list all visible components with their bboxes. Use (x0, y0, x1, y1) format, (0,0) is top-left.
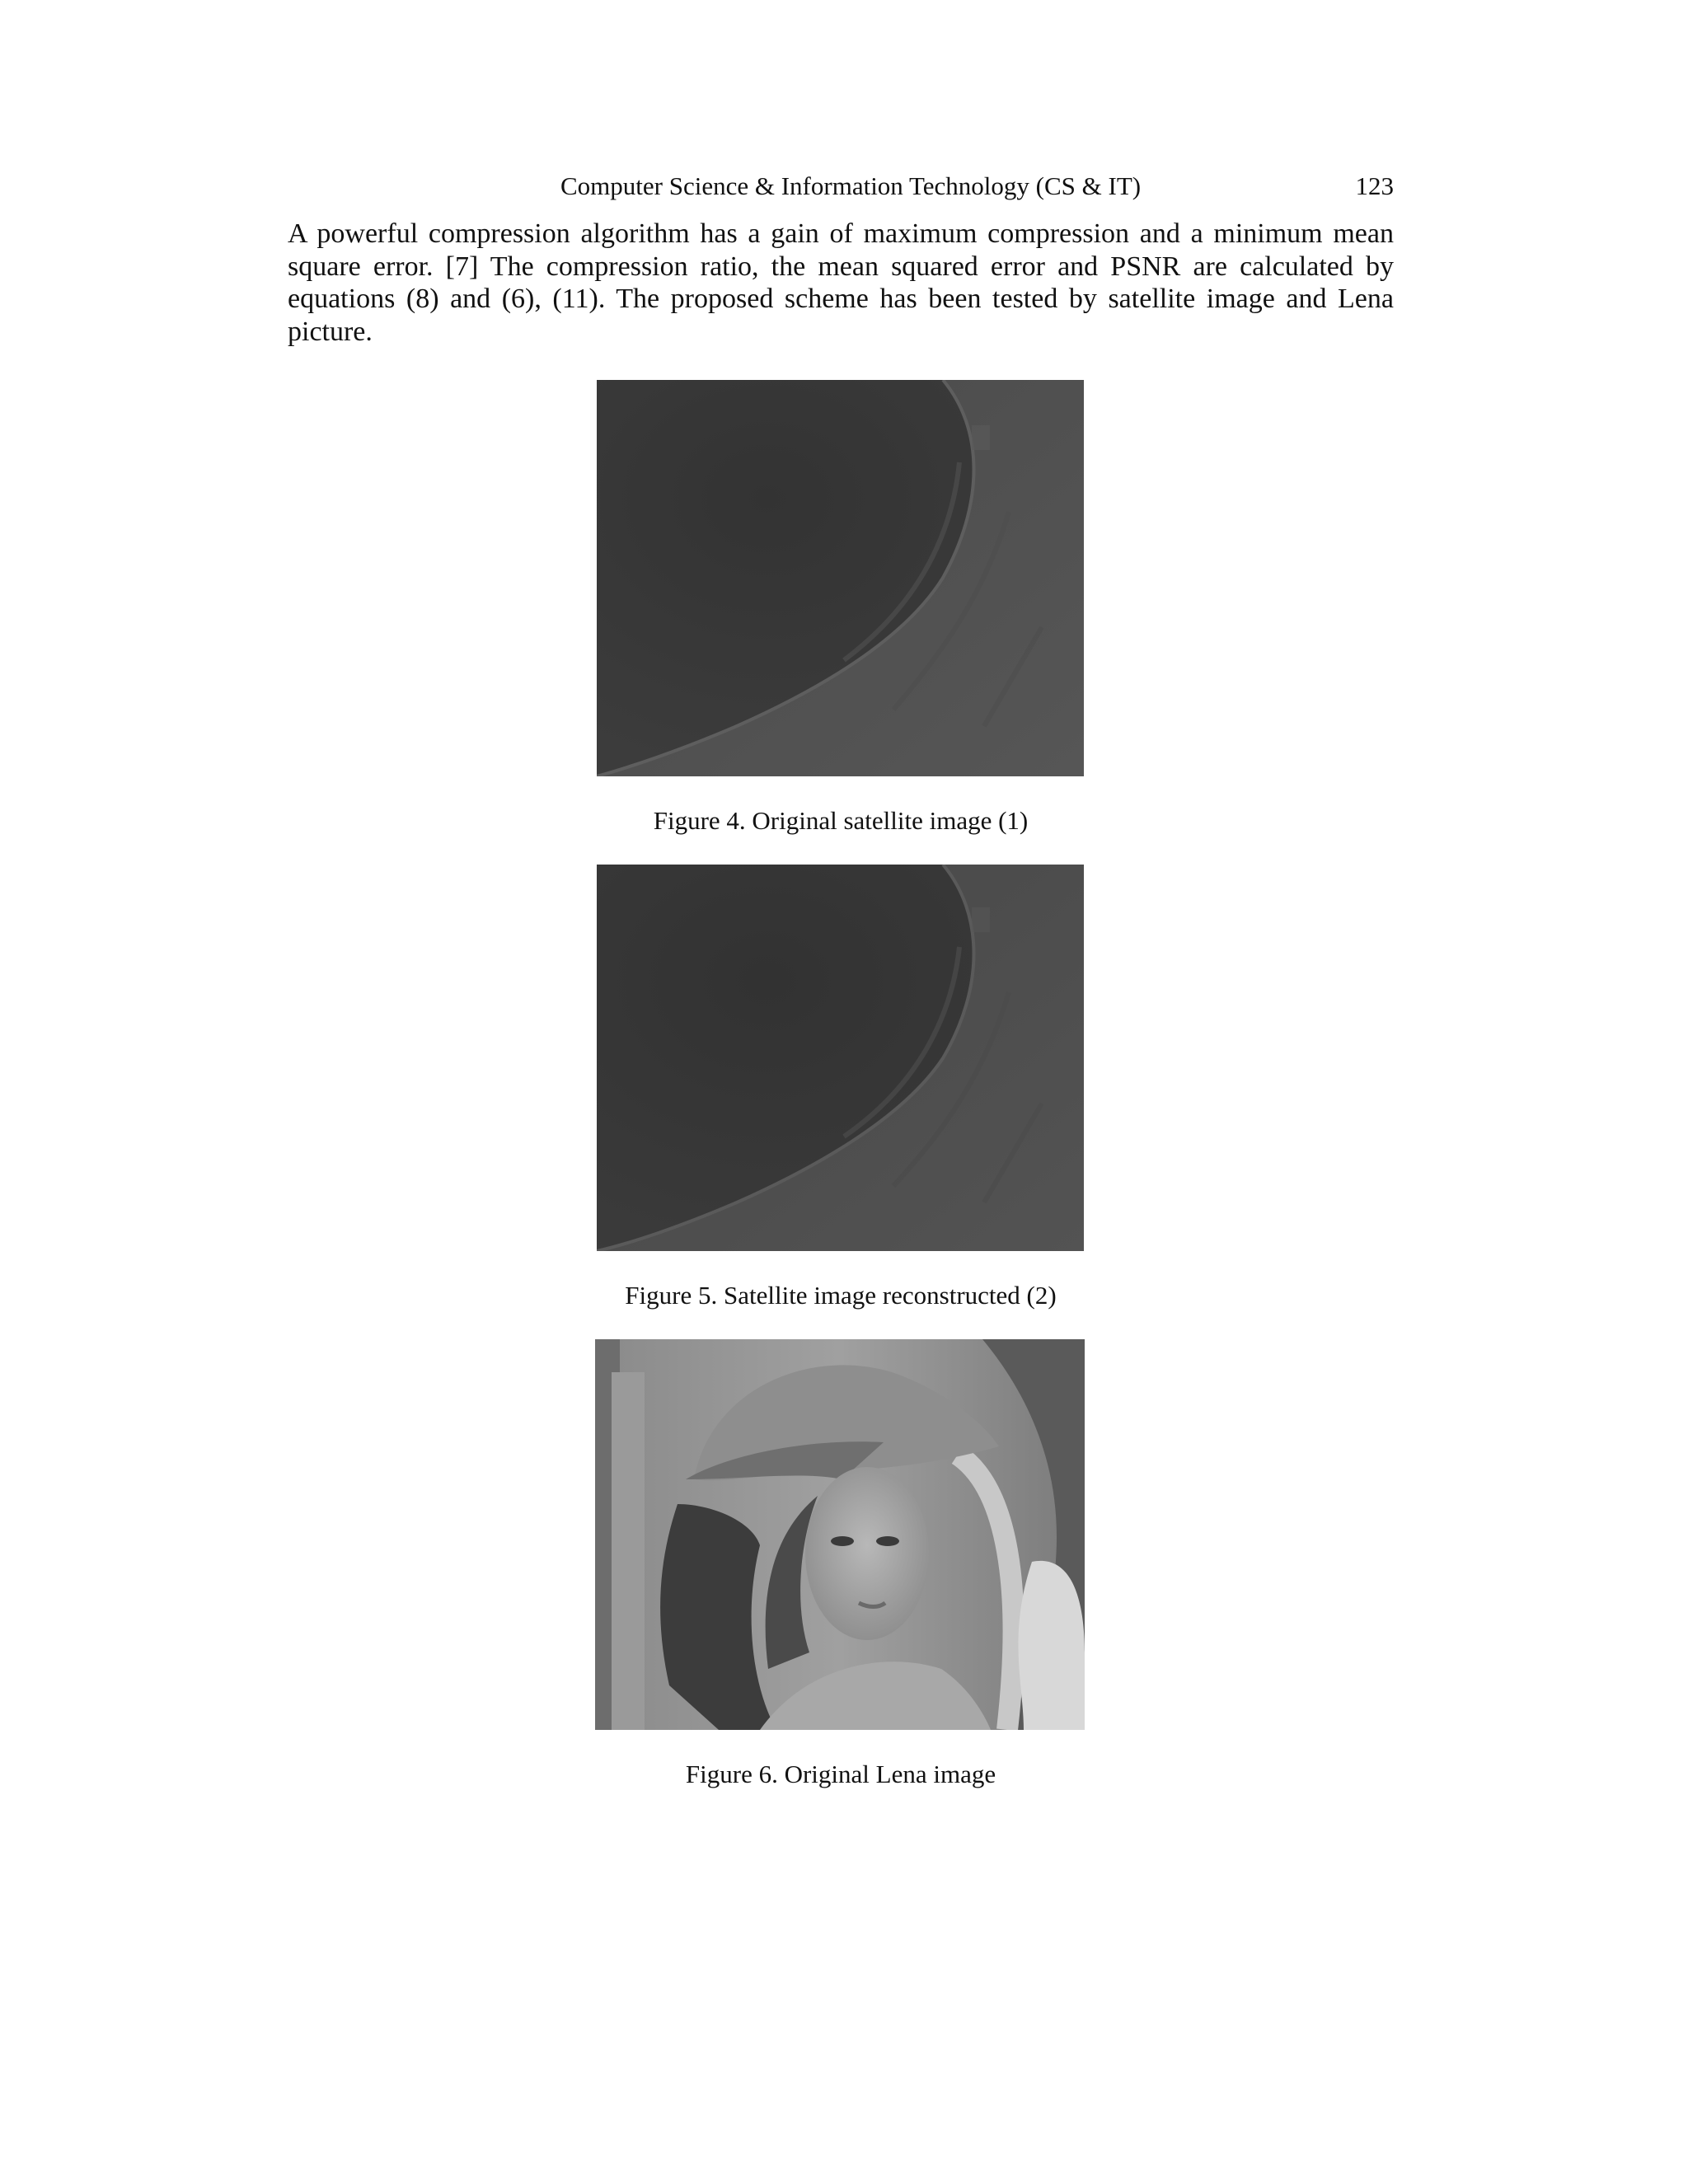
body-paragraph: A powerful compression algorithm has a gain of maximum compression and a minimum mean square error. [7] The compression ratio, the mean squared error and PSNR are calculated by equations (8) and (6), (11). The proposed scheme has been tested by satellite image and Lena picture. (288, 218, 1394, 347)
figure-5-caption: Figure 5. Satellite image reconstructed (2) (625, 1281, 1057, 1310)
page-number: 123 (1355, 171, 1394, 200)
figure-5-satellite-reconstructed-image (597, 865, 1084, 1251)
figure-4-caption: Figure 4. Original satellite image (1) (653, 806, 1029, 835)
figure-4-satellite-image (597, 380, 1084, 776)
running-header: Computer Science & Information Technology (CS & IT) (560, 171, 1142, 200)
figure-6-lena-image (595, 1339, 1085, 1730)
figure-6-caption: Figure 6. Original Lena image (685, 1760, 996, 1788)
